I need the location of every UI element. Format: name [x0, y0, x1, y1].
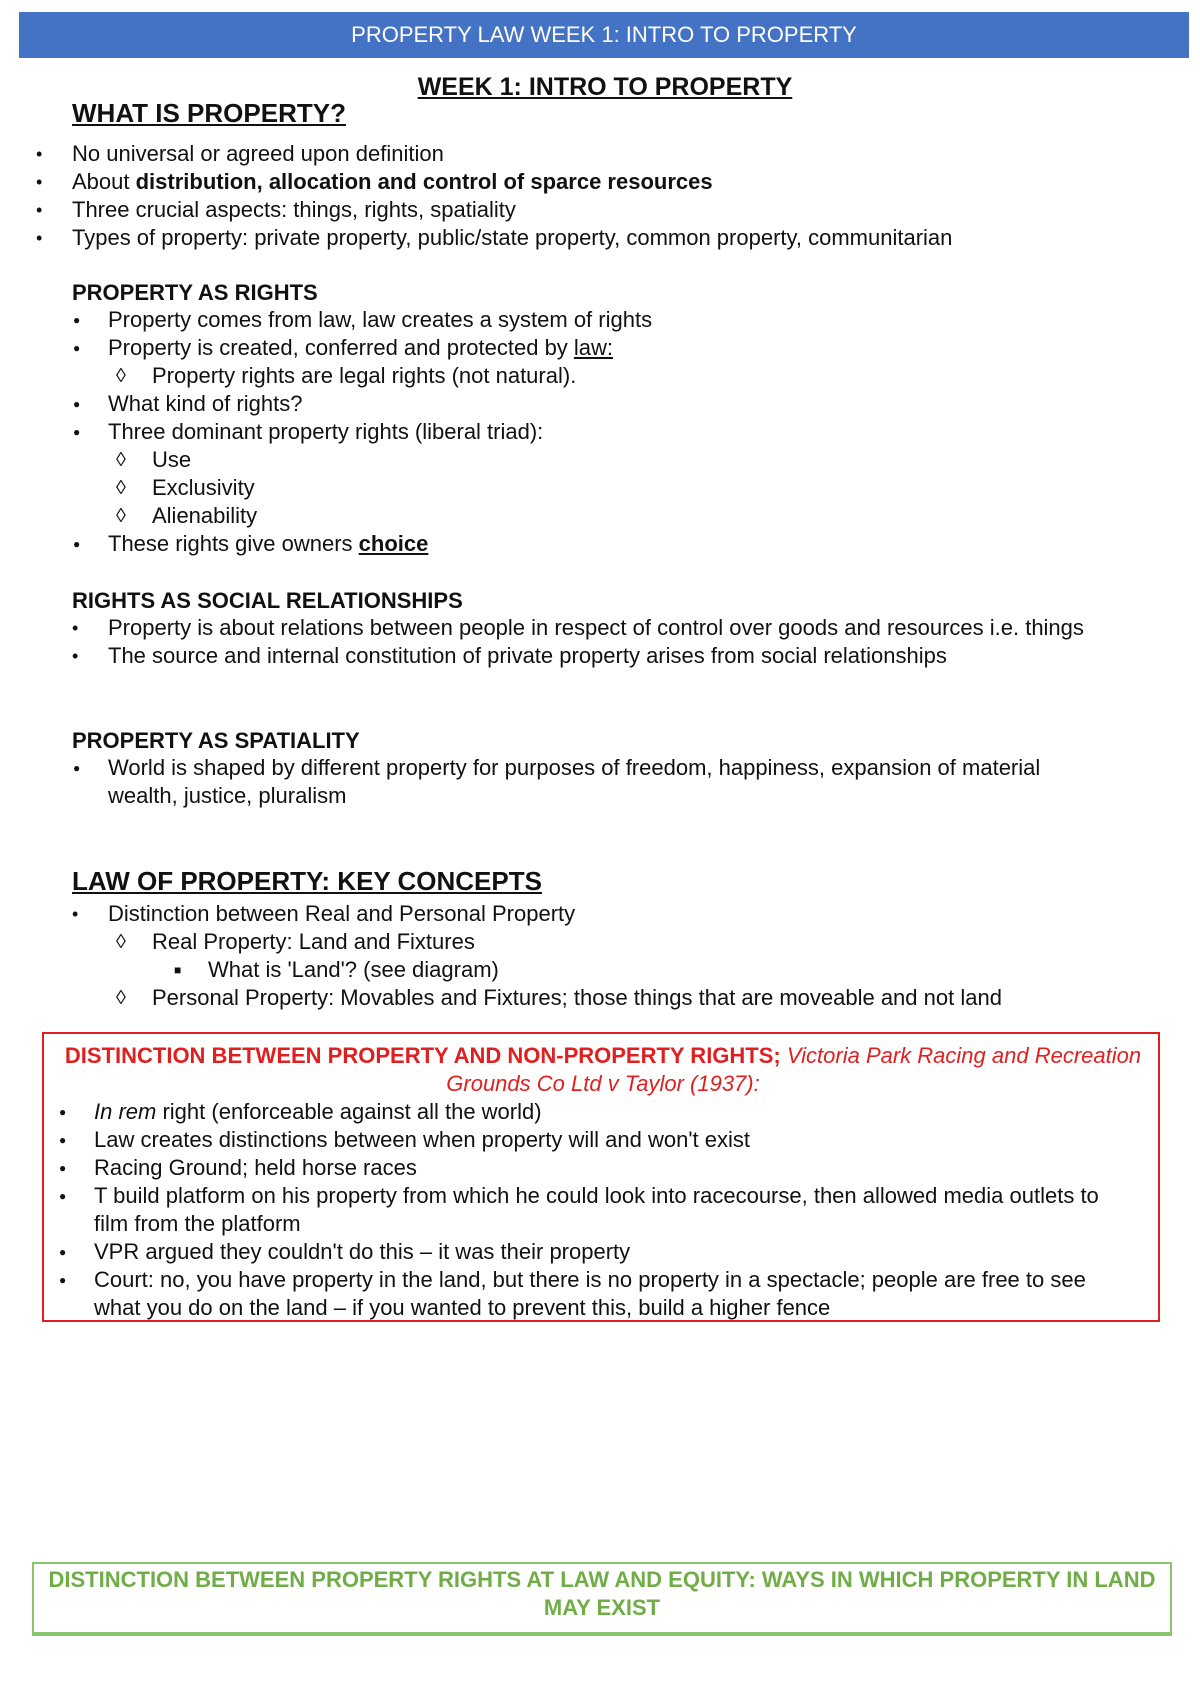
list-item: • Distinction between Real and Personal Property [108, 900, 1002, 928]
list-item: ● Racing Ground; held horse races [94, 1154, 1134, 1182]
list-item: ■ What is 'Land'? (see diagram) [208, 956, 1002, 984]
list-item: ● VPR argued they couldn't do this – it was their property [94, 1238, 1134, 1266]
list-item: • No universal or agreed upon definition [72, 140, 952, 168]
list-item: • Property is about relations between people in respect of control over goods and resources i.e. things [108, 614, 1138, 642]
property-as-spatiality-list [108, 754, 1078, 810]
key-concepts-heading: LAW OF PROPERTY: KEY CONCEPTS [72, 866, 542, 896]
list-item: ● Property comes from law, law creates a system of rights [108, 306, 652, 334]
case-box-title [44, 1042, 1162, 1098]
list-item: ◊ Property rights are legal rights (not natural). [152, 362, 652, 390]
equity-box [32, 1562, 1172, 1636]
list-item: ● T build platform on his property from which he could look into racecourse, then allowed media outlets to film from the platform [94, 1182, 1134, 1238]
rights-as-social-list [108, 614, 1138, 670]
list-item: ● Three dominant property rights (liberal triad): [108, 418, 652, 446]
list-item: ◊ Real Property: Land and Fixtures [152, 928, 1002, 956]
key-concepts-list [108, 900, 1002, 1012]
header-title: PROPERTY LAW WEEK 1: INTRO TO PROPERTY [351, 22, 857, 47]
case-box-title-bold: DISTINCTION BETWEEN PROPERTY AND NON-PROPERTY RIGHTS; [64, 1043, 781, 1068]
equity-box-title: DISTINCTION BETWEEN PROPERTY RIGHTS AT LAW AND EQUITY: WAYS IN WHICH PROPERTY IN LAND MAY EXIST [48, 1567, 1156, 1620]
property-as-spatiality-heading: PROPERTY AS SPATIALITY [72, 728, 360, 753]
case-box-list [94, 1098, 1134, 1322]
document-title: WEEK 1: INTRO TO PROPERTY [417, 73, 793, 101]
list-item: ● Property is created, conferred and protected by law: [108, 334, 652, 362]
case-name: Victoria Park Racing and Recreation Grounds Co Ltd v Taylor (1937): [446, 1043, 1142, 1096]
what-is-property-heading: WHAT IS PROPERTY? [72, 98, 346, 128]
list-item: ● Court: no, you have property in the land, but there is no property in a spectacle; people are free to see what you do on the land – if you wanted to prevent this, build a higher fence [94, 1266, 1134, 1322]
list-item: ◊ Personal Property: Movables and Fixtures; those things that are moveable and not land [152, 984, 1002, 1012]
list-item: ● What kind of rights? [108, 390, 652, 418]
list-item: ● Law creates distinctions between when property will and won't exist [94, 1126, 1134, 1154]
list-item: ● In rem right (enforceable against all the world) [94, 1098, 1134, 1126]
property-as-rights-heading: PROPERTY AS RIGHTS [72, 280, 318, 305]
list-item: ◊ Use [152, 446, 652, 474]
list-item: • Types of property: private property, public/state property, common property, communitarian [72, 224, 952, 252]
what-is-property-list [72, 140, 952, 252]
case-box [42, 1032, 1160, 1322]
header-bar [19, 12, 1189, 58]
list-item: ● These rights give owners choice [108, 530, 652, 558]
rights-as-social-heading: RIGHTS AS SOCIAL RELATIONSHIPS [72, 588, 463, 613]
list-item: ● World is shaped by different property for purposes of freedom, happiness, expansion of material wealth, justice, pluralism [108, 754, 1078, 810]
list-item: ◊ Alienability [152, 502, 652, 530]
property-as-rights-list [108, 306, 652, 558]
list-item: • Three crucial aspects: things, rights, spatiality [72, 196, 952, 224]
list-item: • About distribution, allocation and control of sparce resources [72, 168, 952, 196]
list-item: ◊ Exclusivity [152, 474, 652, 502]
list-item: • The source and internal constitution of private property arises from social relationships [108, 642, 1138, 670]
